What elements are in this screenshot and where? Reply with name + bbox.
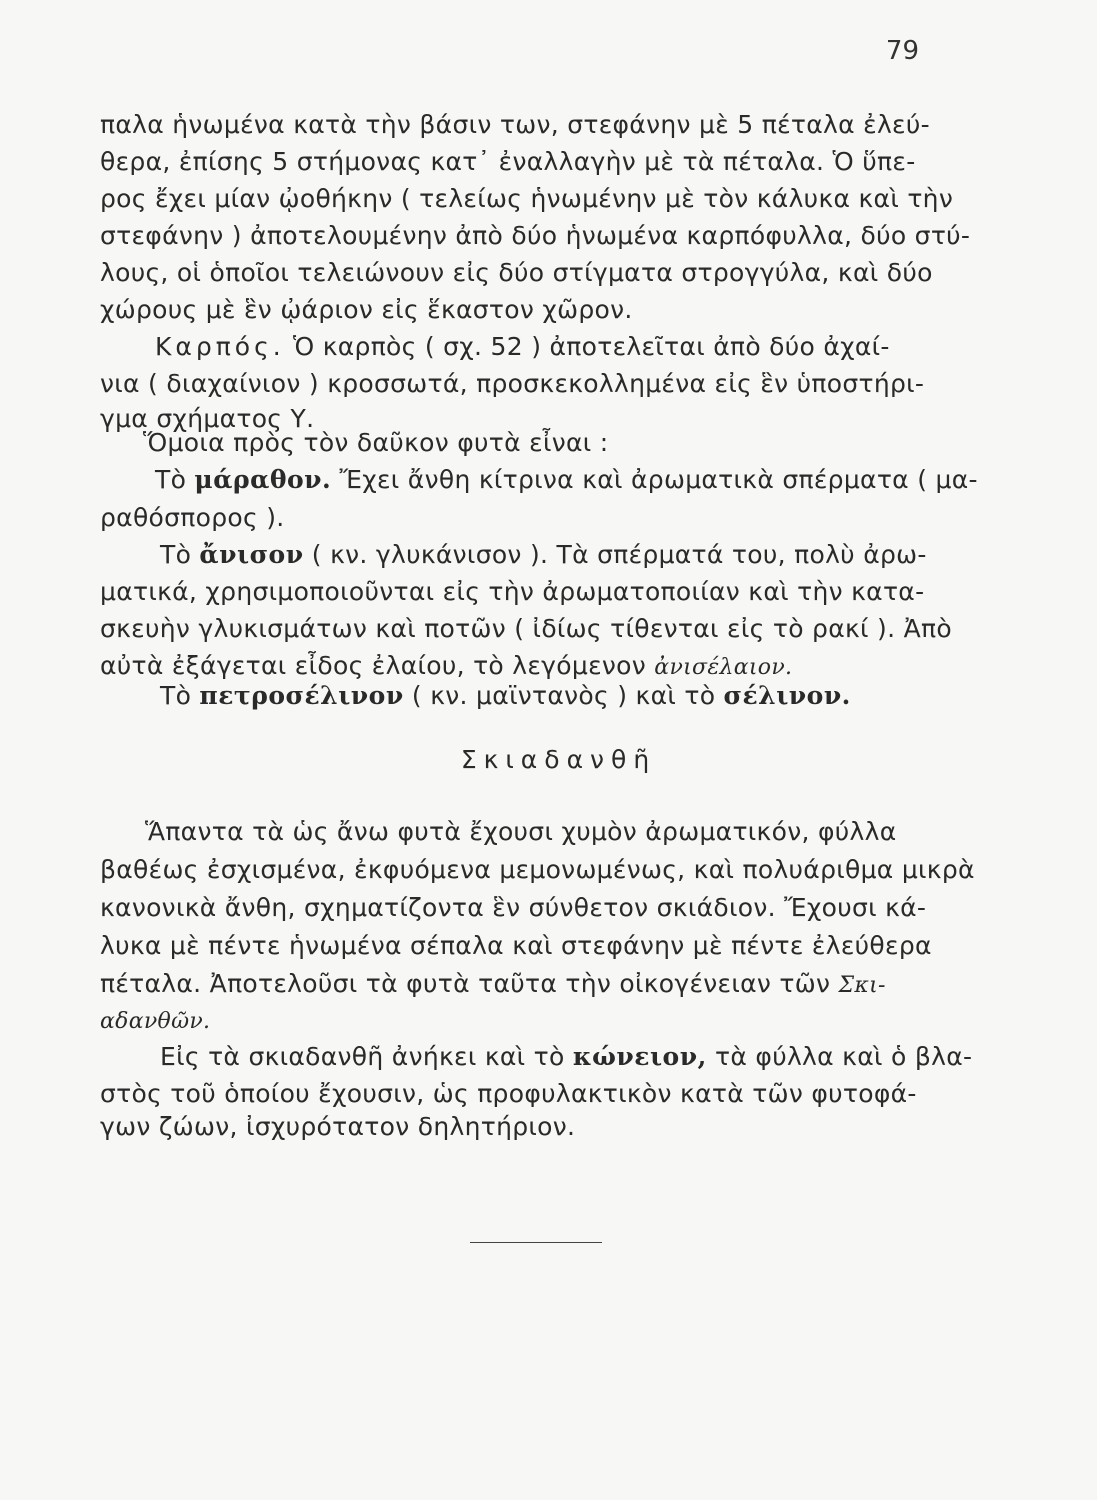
- text-line: ραθόσπορος ).: [100, 503, 285, 532]
- text-line: βαθέως ἐσχισμένα, ἐκφυόμενα μεμονωμένως, καὶ πολυάριθμα μικρὰ: [100, 855, 975, 884]
- text-span: ( κν. γλυκάνισον ). Τὰ σπέρματά του, πολὺ ἀρω-: [303, 540, 927, 569]
- text-span: Ἔχει ἄνθη κίτρινα καὶ ἀρωματικὰ σπέρματα ( μα-: [331, 465, 978, 494]
- text-line: χώρους μὲ ἓν ᾠάριον εἰς ἕκαστον χῶρον.: [100, 295, 633, 324]
- section-heading: Σκιαδανθῆ: [460, 745, 657, 774]
- text-span: Τὸ: [160, 681, 200, 710]
- text-line: [100, 1005, 960, 1037]
- text-span: ( κν. μαϊντανὸς ) καὶ τὸ: [403, 681, 724, 710]
- text-line: λυκα μὲ πέντε ἡνωμένα σέπαλα καὶ στεφάνην μὲ πέντε ἐλεύθερα: [100, 931, 932, 960]
- text-line: [100, 651, 960, 683]
- text-span: πέταλα. Ἀποτελοῦσι τὰ φυτὰ ταῦτα τὴν οἰκογένειαν τῶν: [100, 969, 839, 998]
- text-line: παλα ἡνωμένα κατὰ τὴν βάσιν των, στεφάνην μὲ 5 πέταλα ἐλεύ-: [100, 110, 930, 139]
- text-line: γων ζώων, ἰσχυρότατον δηλητήριον.: [100, 1112, 576, 1141]
- text-span: Ὁ καρπὸς ( σχ. 52 ) ἀποτελεῖται ἀπὸ δύο ἀχαί-: [284, 332, 890, 361]
- text-span: αὐτὰ ἐξάγεται εἶδος ἐλαίου, τὸ λεγόμενον: [100, 651, 655, 680]
- page-number: 79: [885, 36, 919, 66]
- italic-term: αδανθῶν.: [100, 1009, 211, 1034]
- text-line: ρος ἔχει μίαν ᾠοθήκην ( τελείως ἡνωμένην μὲ τὸν κάλυκα καὶ τὴν: [100, 184, 954, 213]
- text-line: Ἅπαντα τὰ ὡς ἄνω φυτὰ ἔχουσι χυμὸν ἀρωματικόν, φύλλα: [145, 817, 897, 846]
- plant-name: κώνειον,: [572, 1042, 707, 1071]
- text-line: [155, 332, 1015, 362]
- text-line: [160, 681, 1020, 711]
- text-line: στεφάνην ) ἀποτελουμένην ἀπὸ δύο ἡνωμένα καρπόφυλλα, δύο στύ-: [100, 221, 971, 250]
- text-line: σκευὴν γλυκισμάτων καὶ ποτῶν ( ἰδίως τίθενται εἰς τὸ ρακί ). Ἀπὸ: [100, 614, 952, 643]
- text-line: [100, 969, 960, 1001]
- text-line: [155, 465, 1015, 495]
- text-span: Τὸ: [160, 540, 200, 569]
- italic-term: Σκι-: [838, 973, 886, 998]
- text-line: λους, οἱ ὁποῖοι τελειώνουν εἰς δύο στίγματα στρογγύλα, καὶ δύο: [100, 258, 933, 287]
- section-label: Καρπός.: [155, 332, 285, 361]
- text-span: τὰ φύλλα καὶ ὁ βλα-: [706, 1042, 973, 1071]
- text-line: κανονικὰ ἄνθη, σχηματίζοντα ἓν σύνθετον σκιάδιον. Ἔχουσι κά-: [100, 893, 927, 922]
- plant-name: ἄνισον: [199, 540, 304, 569]
- text-line: νια ( διαχαίνιον ) κροσσωτά, προσκεκολλημένα εἰς ἓν ὑποστήρι-: [100, 369, 925, 398]
- separator-rule: [470, 1242, 602, 1243]
- text-line: [160, 540, 1020, 570]
- text-line: [160, 1042, 1020, 1072]
- plant-name: μάραθον.: [194, 465, 332, 494]
- text-line: στὸς τοῦ ὁποίου ἔχουσιν, ὡς προφυλακτικὸν κατὰ τῶν φυτοφά-: [100, 1079, 917, 1108]
- italic-term: ἀνισέλαιον.: [654, 655, 793, 680]
- text-line: Ὅμοια πρὸς τὸν δαῦκον φυτὰ εἶναι :: [143, 428, 609, 457]
- text-line: ματικά, χρησιμοποιοῦνται εἰς τὴν ἀρωματοποιίαν καὶ τὴν κατα-: [100, 577, 925, 606]
- text-line: θερα, ἐπίσης 5 στήμονας κατ᾽ ἐναλλαγὴν μὲ τὰ πέταλα. Ὁ ὕπε-: [100, 147, 916, 176]
- text-span: Εἰς τὰ σκιαδανθῆ ἀνήκει καὶ τὸ: [160, 1042, 573, 1071]
- plant-name: σέλινον.: [723, 681, 851, 710]
- text-line: γμα σχήματος Υ.: [100, 404, 315, 433]
- plant-name: πετροσέλινον: [199, 681, 404, 710]
- text-span: Τὸ: [155, 465, 195, 494]
